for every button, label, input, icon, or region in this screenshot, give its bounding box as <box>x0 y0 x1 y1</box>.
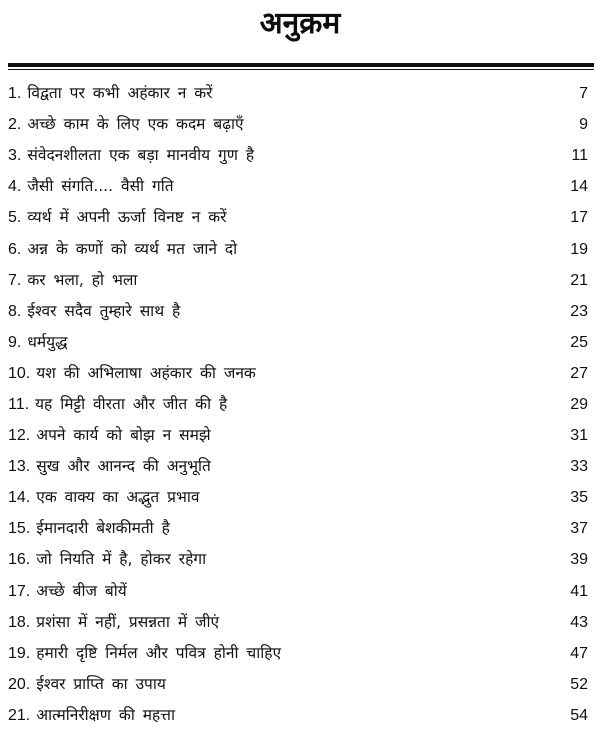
entry-number: 17. <box>8 582 31 600</box>
entry-page: 25 <box>570 333 588 351</box>
entry-page: 43 <box>570 613 588 631</box>
entry-title: कर भला, हो भला <box>27 270 138 289</box>
entry-title: अच्छे काम के लिए एक कदम बढ़ाएँ <box>27 115 244 134</box>
page-title: अनुक्रम <box>259 6 341 41</box>
entry-page: 41 <box>570 582 588 600</box>
entry-number: 14. <box>8 489 31 507</box>
toc-entry <box>8 202 594 233</box>
entry-title: धर्मयुद्ध <box>27 332 68 351</box>
entry-title: अपने कार्य को बोझ न समझे <box>36 426 211 445</box>
entry-page: 39 <box>570 551 588 569</box>
toc-entry <box>8 265 594 296</box>
entry-title: प्रशंसा में नहीं, प्रसन्नता में जीएं <box>36 612 220 631</box>
entry-number: 9. <box>8 333 22 351</box>
entry-number: 20. <box>8 675 31 693</box>
entry-page: 19 <box>570 240 588 258</box>
toc-entry <box>8 700 594 731</box>
entry-page: 14 <box>570 178 588 196</box>
entry-number: 3. <box>8 147 22 165</box>
entry-number: 12. <box>8 427 31 445</box>
toc-entry <box>8 358 594 389</box>
entry-page: 47 <box>570 644 588 662</box>
entry-title: आत्मनिरीक्षण की महत्ता <box>36 705 176 724</box>
entry-title: अन्न के कणों को व्यर्थ मत जाने दो <box>27 239 238 258</box>
entry-number: 4. <box>8 178 22 196</box>
entry-number: 7. <box>8 271 22 289</box>
title-divider-thick <box>8 63 594 67</box>
entry-page: 37 <box>570 520 588 538</box>
entry-page: 11 <box>571 147 588 165</box>
entry-number: 6. <box>8 240 22 258</box>
entry-number: 21. <box>8 706 31 724</box>
entry-number: 15. <box>8 520 31 538</box>
entry-number: 13. <box>8 458 31 476</box>
entry-page: 9 <box>579 116 588 134</box>
entry-page: 31 <box>570 427 588 445</box>
entry-number: 10. <box>8 364 31 382</box>
entry-page: 21 <box>570 271 588 289</box>
entry-title: संवेदनशीलता एक बड़ा मानवीय गुण है <box>27 146 255 165</box>
toc-entry <box>8 140 594 171</box>
toc-entry <box>8 669 594 700</box>
toc-entry <box>8 389 594 420</box>
entry-page: 54 <box>570 706 588 724</box>
entry-page: 33 <box>570 458 588 476</box>
entry-number: 11. <box>8 395 30 413</box>
entry-page: 29 <box>570 395 588 413</box>
entry-title: हमारी दृष्टि निर्मल और पवित्र होनी चाहिए <box>36 643 282 662</box>
entry-title: विद्वता पर कभी अहंकार न करें <box>27 84 213 103</box>
entry-title: जैसी संगति.... वैसी गति <box>27 177 174 196</box>
toc-entry <box>8 544 594 575</box>
toc-entry <box>8 513 594 544</box>
entry-title: जो नियति में है, होकर रहेगा <box>36 550 207 569</box>
entry-number: 8. <box>8 302 22 320</box>
entry-title: व्यर्थ में अपनी ऊर्जा विनष्ट न करें <box>27 208 227 227</box>
entry-title: यश की अभिलाषा अहंकार की जनक <box>36 363 256 382</box>
entry-number: 16. <box>8 551 31 569</box>
title-divider-thin <box>8 69 594 70</box>
entry-page: 35 <box>570 489 588 507</box>
entry-title: अच्छे बीज बोयें <box>36 581 127 600</box>
entry-number: 5. <box>8 209 22 227</box>
toc-entry <box>8 576 594 607</box>
entry-page: 27 <box>570 364 588 382</box>
entry-title: ईश्वर सदैव तुम्हारे साथ है <box>27 301 181 320</box>
toc-entry <box>8 638 594 669</box>
entry-number: 2. <box>8 116 22 134</box>
entry-page: 7 <box>579 85 588 103</box>
entry-title: एक वाक्य का अद्भुत प्रभाव <box>36 488 200 507</box>
toc-entry <box>8 296 594 327</box>
entry-page: 52 <box>570 675 588 693</box>
entry-page: 23 <box>570 302 588 320</box>
toc-entry <box>8 109 594 140</box>
table-of-contents <box>8 78 594 731</box>
entry-title: ईश्वर प्राप्ति का उपाय <box>36 674 166 693</box>
entry-number: 1. <box>8 85 22 103</box>
toc-entry <box>8 327 594 358</box>
entry-number: 18. <box>8 613 31 631</box>
toc-entry <box>8 420 594 451</box>
entry-title: यह मिट्टी वीरता और जीत की है <box>35 394 228 413</box>
toc-entry <box>8 482 594 513</box>
entry-title: सुख और आनन्द की अनुभूति <box>36 457 211 476</box>
entry-page: 17 <box>570 209 588 227</box>
toc-entry <box>8 78 594 109</box>
toc-entry <box>8 607 594 638</box>
toc-entry <box>8 233 594 264</box>
toc-entry <box>8 171 594 202</box>
entry-title: ईमानदारी बेशकीमती है <box>36 519 170 538</box>
entry-number: 19. <box>8 644 31 662</box>
toc-entry <box>8 451 594 482</box>
